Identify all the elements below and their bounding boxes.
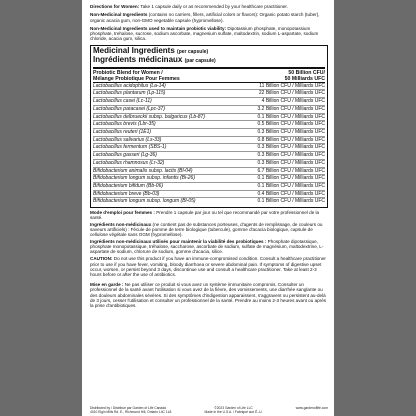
strain-name: Lactobacillus plantarum (Lp-115) bbox=[93, 90, 166, 97]
blend-value-en: 50 Billion CFU/ bbox=[288, 69, 325, 76]
strain-row bbox=[93, 121, 325, 129]
footer-distributor: Distributed by / Distribué par Garden of Life Canada bbox=[90, 406, 166, 410]
strain-value: 11 Billion CFU / Milliards UFC bbox=[259, 82, 325, 89]
strain-value: 0.1 Billion CFU / Milliards UFC bbox=[257, 182, 325, 189]
directions-text: Take 1 capsule daily or as recommended by your healthcare practitioner. bbox=[140, 4, 288, 9]
strain-value: 6.7 Billion CFU / Milliards UFC bbox=[257, 167, 325, 174]
strain-name: Lactobacillus salivarius (Ls-33) bbox=[93, 136, 162, 143]
footer bbox=[90, 406, 328, 414]
strain-row bbox=[93, 114, 325, 122]
label-panel bbox=[82, 0, 334, 416]
caution-label: CAUTION: bbox=[90, 256, 113, 262]
strain-name: Bifidobacterium longum subsp. longum (Bl-05) bbox=[93, 198, 196, 205]
strain-value: 4 Billion CFU / Milliards UFC bbox=[261, 98, 325, 105]
caution bbox=[90, 256, 328, 277]
strain-value: 0.4 Billion CFU / Milliards UFC bbox=[257, 190, 325, 197]
medicinal-ingredients-table bbox=[90, 45, 328, 208]
strain-row bbox=[93, 144, 325, 152]
strain-name: Lactobacillus brevis (Lbr-35) bbox=[93, 121, 156, 128]
strain-value: 0.3 Billion CFU / Milliards UFC bbox=[257, 159, 325, 166]
table-divider bbox=[93, 67, 325, 69]
non-medicinal-text: (contains no carriers, fillers, artificial colors or flavors): Organic potato starch (tuber), organic acacia gum, non-GMO vegetable capsule (hypromellose). bbox=[90, 12, 320, 23]
viability-ingredients bbox=[90, 26, 328, 42]
strain-list bbox=[93, 83, 325, 205]
strain-row bbox=[93, 137, 325, 145]
strain-row bbox=[93, 160, 325, 168]
blend-label-fr: Mélange Probiotique Pour Femmes bbox=[93, 75, 180, 82]
mise-en-garde-text: Ne pas utiliser ce produit si vous avez un système immunitaire compromis. Consulter un professionnel de la santé avant l'utilisation si vous avez de la fièvre, des vomissements, une diarrhée sanglante ou des douleurs abdominales sévères. Si des symptômes d'indigestion apparaissent, s'aggravent ou persistent au-delà de 3 jours, cesser l'utilisation et consulter un professionnel de la santé. Prendre au moins 2-3 heures avant ou après la prise d'antibiotiques. bbox=[90, 282, 327, 309]
strain-row bbox=[93, 129, 325, 137]
strain-value: 0.1 Billion CFU / Milliards UFC bbox=[257, 198, 325, 205]
strain-value: 3.2 Billion CFU / Milliards UFC bbox=[257, 105, 325, 112]
strain-row bbox=[93, 175, 325, 183]
fr-non-medicinal bbox=[90, 222, 328, 238]
fr-directions bbox=[90, 210, 328, 221]
caution-text: Do not use this product if you have an immune-compromised condition. Consult a healthcare practitioner prior to use if you have fever, vomiting, bloody diarrhoea or severe abdominal pain. If symptoms of digestive upset occur, worsen, or persist beyond 3 days, discontinue use and consult a healthcare practitioner. Take at least 2-3 hours before or after the use of antibiotics. bbox=[90, 256, 326, 278]
strain-name: Lactobacillus acidophilus (La-14) bbox=[93, 82, 166, 89]
strain-row bbox=[93, 90, 325, 98]
strain-value: 0.5 Billion CFU / Milliards UFC bbox=[257, 121, 325, 128]
fr-viability-text: Phosphate dipotassique, phosphate monopotassique, tréhalose, saccharose, ascorbate de sodium, sulfate de magnésium, maltodextrine, L-aspartate de sodium, chlorure de sodium, gomme d'acacia, silice. bbox=[90, 238, 324, 255]
strain-row bbox=[93, 83, 325, 91]
footer-left bbox=[90, 406, 171, 414]
strain-row bbox=[93, 198, 325, 205]
viability-text: Dipotassium phosphate, monopotassium phosphate, trehalose, sucrose, sodium ascorbate, magnesium sulfate, maltodextrin, sodium L-aspartate, sodium chloride, acacia gum, silica. bbox=[90, 25, 319, 42]
strain-row bbox=[93, 183, 325, 191]
strain-row bbox=[93, 191, 325, 199]
strain-name: Bifidobacterium longum subsp. infantis (Bi-26) bbox=[93, 175, 195, 182]
blend-label-en: Probiotic Blend for Women / bbox=[93, 69, 163, 76]
strain-value: 0.3 Billion CFU / Milliards UFC bbox=[257, 152, 325, 159]
strain-row bbox=[93, 98, 325, 106]
strain-value: 0.1 Billion CFU / Milliards UFC bbox=[257, 175, 325, 182]
directions-label: Directions for Women: bbox=[90, 4, 140, 9]
table-title-fr-text: Ingrédients médicinaux bbox=[93, 55, 183, 65]
strain-name: Lactobacillus fermentum (SBS-1) bbox=[93, 144, 167, 151]
strain-name: Bifidobacterium bifidum (Bb-06) bbox=[93, 182, 164, 189]
strain-name: Lactobacillus gasseri (Lg-36) bbox=[93, 152, 157, 159]
fr-non-medicinal-label: Ingrédients non-médicinaux bbox=[90, 221, 152, 227]
blend-value-fr: 50 Milliards UFC bbox=[284, 75, 325, 82]
table-title-en-small: (per capsule) bbox=[177, 48, 209, 55]
footer-copyright: ©2023 Garden of Life LLC bbox=[214, 406, 253, 410]
strain-name: Bifidobacterium breve (Bb-03) bbox=[93, 190, 160, 197]
footer-right bbox=[296, 406, 328, 414]
footer-website: www.gardenoflife.com bbox=[295, 406, 328, 410]
footer-center bbox=[205, 406, 263, 414]
strain-row bbox=[93, 168, 325, 176]
fr-directions-text: Prendre 1 capsule par jour ou tel que recommandé par votre professionnel de la santé. bbox=[90, 210, 320, 221]
fr-viability-label: Ingrédients non-médicinaux utilisés pour maintenir la viabilité des probiotiques : bbox=[90, 238, 267, 244]
strain-row bbox=[93, 152, 325, 160]
strain-value: 0.8 Billion CFU / Milliards UFC bbox=[257, 136, 325, 143]
strain-value: 0.3 Billion CFU / Milliards UFC bbox=[257, 144, 325, 151]
fr-directions-label: Mode d'emploi pour femmes : bbox=[90, 210, 155, 216]
strain-row bbox=[93, 106, 325, 114]
strain-value: 22 Billion CFU / Milliards UFC bbox=[258, 90, 325, 97]
strain-name: Lactobacillus reuteri (1E1) bbox=[93, 129, 152, 135]
fr-viability bbox=[90, 239, 328, 255]
non-medicinal-ingredients bbox=[90, 12, 328, 23]
footer-address: 4010 Elgin Mills Rd. E., Richmond Hill, Ontario L4C 1L8 bbox=[90, 410, 172, 414]
strain-name: Bifidobacterium animalis subsp. lactis (Bl-04) bbox=[93, 167, 193, 174]
table-title-fr bbox=[93, 56, 325, 66]
footer-made-in: Made in the U.S.A. / Fabriqué aux É.-U. bbox=[204, 410, 263, 414]
strain-name: Lactobacillus paracasei (Lpc-37) bbox=[93, 105, 165, 112]
viability-label: Non-Medicinal Ingredients used to maintain probiotic viability: bbox=[90, 25, 227, 31]
table-title-en-text: Medicinal Ingredients bbox=[93, 45, 175, 55]
strain-name: Lactobacillus casei (Lc-11) bbox=[93, 98, 152, 105]
strain-name: Lactobacillus rhamnosus (Lr-32) bbox=[93, 159, 165, 166]
mise-en-garde-label: Mise en garde : bbox=[90, 282, 124, 288]
non-medicinal-label: Non-Medicinal Ingredients bbox=[90, 12, 148, 18]
strain-name: Lactobacillus delbrueckii subsp. bulgaricus (Lb-87) bbox=[93, 113, 206, 120]
mise-en-garde bbox=[90, 282, 328, 308]
directions bbox=[90, 4, 328, 9]
strain-value: 0.1 Billion CFU / Milliards UFC bbox=[257, 113, 325, 120]
table-title-fr-small: (par capsule) bbox=[184, 58, 216, 65]
strain-value: 0.3 Billion CFU / Milliards UFC bbox=[257, 129, 325, 135]
fr-non-medicinal-text: (ne contient pas de substances porteuses, d'agents de remplissage, de couleurs ou saveurs artificiels) : Fécule de pomme de terre biologique (tubercule), gomme d'acacia biologique, capsule de cellulose végétale sans OGM (hypromellose). bbox=[90, 221, 323, 238]
